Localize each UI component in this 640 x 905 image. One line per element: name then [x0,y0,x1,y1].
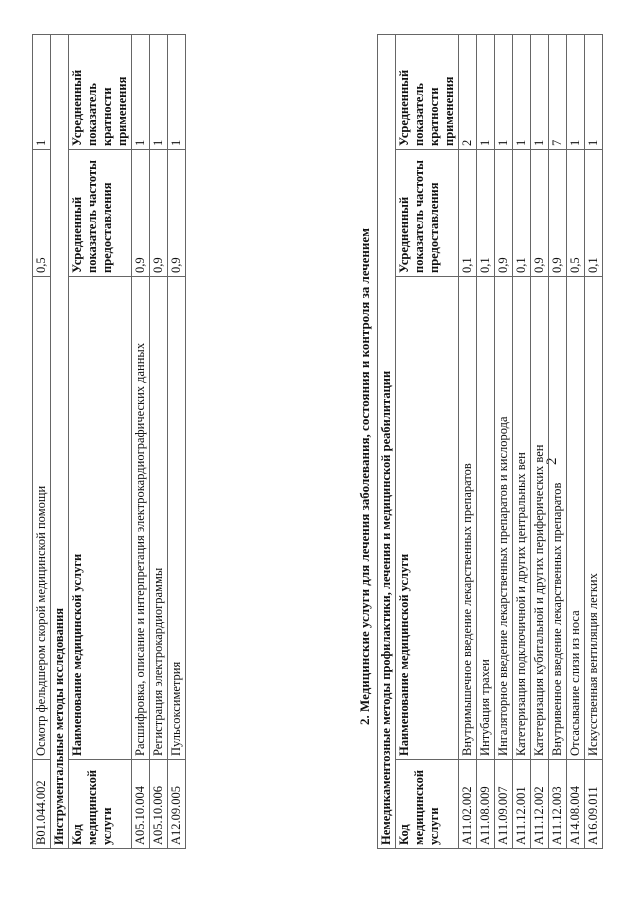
cell-code: A11.12.003 [549,760,567,849]
table-header-row [396,35,459,849]
cell-name: Расшифровка, описание и интерпретация электрокардиографических данных [132,277,150,760]
cell-code: A11.12.001 [513,760,531,849]
cell-freq: 0,9 [168,150,186,277]
header-freq: Усредненный показатель частоты предоставления [69,150,132,277]
cell-name: Осмотр фельдшером скорой медицинской помощи [33,277,51,760]
table-row [132,35,150,849]
section-title: 2. Медицинские услуги для лечения заболевания, состояния и контроля за лечением [357,227,372,725]
table-subheader: Инструментальные методы исследования [51,35,69,849]
table-instrumental [32,34,186,849]
table-subheader-row [51,35,69,849]
cell-freq: 0,9 [531,150,549,277]
table-treatment [377,34,603,849]
cell-code: A11.02.002 [459,760,477,849]
cell-mult: 1 [495,35,513,150]
cell-code: A11.12.002 [531,760,549,849]
cell-freq: 0,5 [567,150,585,277]
cell-name: Катетеризация кубитальной и других периферических вен [531,277,549,760]
table-row [150,35,168,849]
cell-freq: 0,5 [33,150,51,277]
cell-freq: 0,9 [495,150,513,277]
cell-code: A16.09.011 [585,760,603,849]
cell-freq: 0,1 [459,150,477,277]
cell-mult: 1 [477,35,495,150]
cell-name: Пульсоксиметрия [168,277,186,760]
cell-freq: 0,1 [585,150,603,277]
header-freq: Усредненный показатель частоты предоставления [396,150,459,277]
cell-name: Отсасывание слизи из носа [567,277,585,760]
cell-mult: 1 [513,35,531,150]
cell-name: Ингаляторное введение лекарственных препаратов и кислорода [495,277,513,760]
cell-code: A05.10.006 [150,760,168,849]
cell-mult: 1 [132,35,150,150]
table-header-row [69,35,132,849]
cell-mult: 1 [531,35,549,150]
cell-code: A05.10.004 [132,760,150,849]
table-row [567,35,585,849]
table-row [33,35,51,849]
cell-freq: 0,9 [150,150,168,277]
cell-freq: 0,9 [549,150,567,277]
header-code: Код медицинской услуги [69,760,132,849]
table-subheader: Немедикаментозные методы профилактики, лечения и медицинской реабилитации [378,35,396,849]
cell-mult: 1 [567,35,585,150]
cell-name: Искусственная вентиляция легких [585,277,603,760]
header-name: Наименование медицинской услуги [396,277,459,760]
cell-mult: 1 [585,35,603,150]
cell-code: A14.08.004 [567,760,585,849]
header-mult: Усредненный показатель кратности применения [69,35,132,150]
page-number: 2 [544,457,560,465]
table-row [585,35,603,849]
cell-name: Интубация трахеи [477,277,495,760]
cell-freq: 0,1 [513,150,531,277]
cell-name: Внутривенное введение лекарственных препаратов [549,277,567,760]
cell-name: Внутримышечное введение лекарственных препаратов [459,277,477,760]
table-row [495,35,513,849]
table-subheader-row [378,35,396,849]
cell-mult: 7 [549,35,567,150]
cell-name: Регистрация электрокардиограммы [150,277,168,760]
table-row [477,35,495,849]
header-mult: Усредненный показатель кратности применения [396,35,459,150]
table-row [531,35,549,849]
cell-freq: 0,9 [132,150,150,277]
cell-name: Катетеризация подключичной и других центральных вен [513,277,531,760]
header-code: Код медицинской услуги [396,760,459,849]
cell-mult: 1 [168,35,186,150]
cell-code: A11.09.007 [495,760,513,849]
table-row [549,35,567,849]
table-row [459,35,477,849]
cell-code: A11.08.009 [477,760,495,849]
table-row [513,35,531,849]
cell-code: B01.044.002 [33,760,51,849]
cell-freq: 0,1 [477,150,495,277]
cell-mult: 1 [33,35,51,150]
cell-code: A12.09.005 [168,760,186,849]
table-row [168,35,186,849]
header-name: Наименование медицинской услуги [69,277,132,760]
cell-mult: 1 [150,35,168,150]
cell-mult: 2 [459,35,477,150]
